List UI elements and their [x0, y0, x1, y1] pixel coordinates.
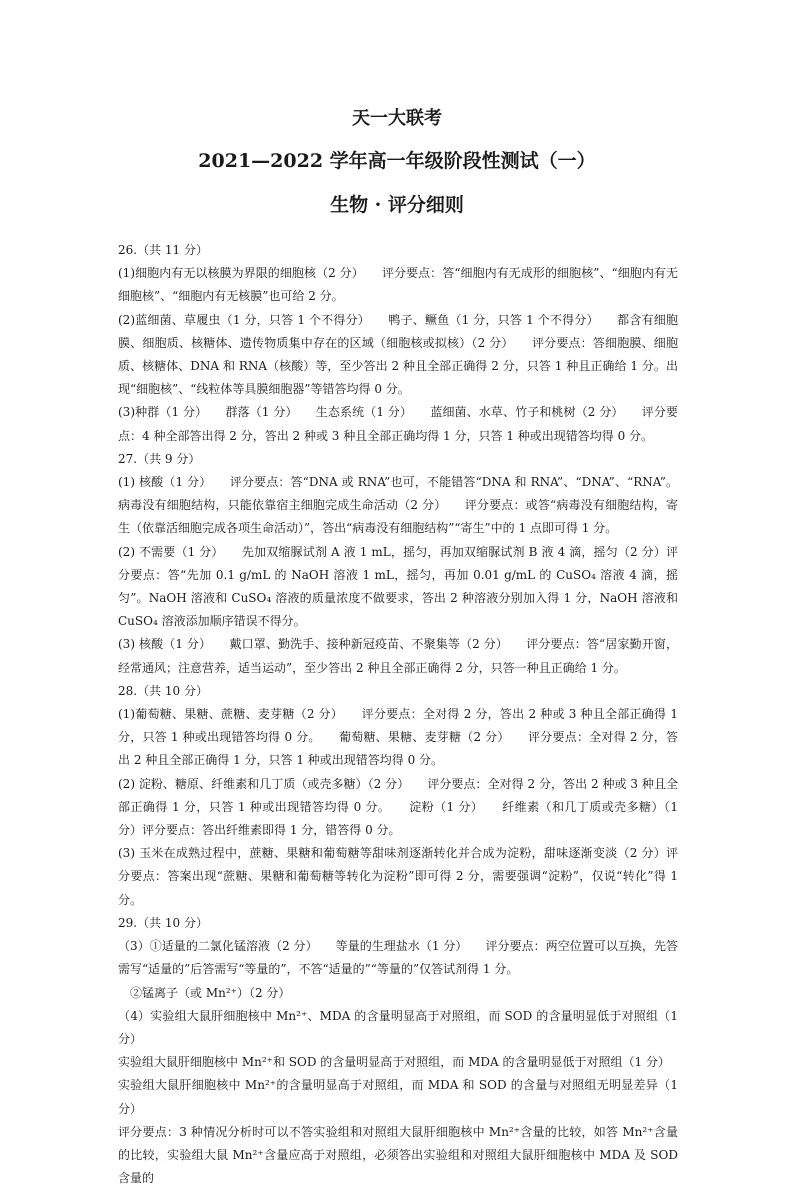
- scoring-rules-body: [118, 239, 678, 1190]
- answer-paragraph: (3)种群（1 分） 群落（1 分） 生态系统（1 分） 蓝细菌、水草、竹子和桃树（2 分） 评分要点：4 种全部答出得 2 分，答出 2 种或 3 种且全部正确均得 1 分，只答 1 种或出现错答均得 0 分。: [118, 405, 678, 443]
- answer-paragraph: ②锰离子（或 Mn²⁺）（2 分）: [118, 985, 291, 1000]
- answer-paragraph: 实验组大鼠肝细胞核中 Mn²⁺的含量明显高于对照组，而 MDA 和 SOD 的含量与对照组无明显差异（1 分）: [118, 1078, 678, 1116]
- answer-paragraph: (2)蓝细菌、草履虫（1 分，只答 1 个不得分） 鸭子、鳜鱼（1 分，只答 1 个不得分） 都含有细胞膜、细胞质、核糖体、遗传物质集中存在的区域（细胞核或拟核）（2 分） 评分要点：答细胞膜、细胞质、核糖体、DNA 和 RNA（核酸）等，至少答出 2 种且全部正确得 2 分，只答 1 种且正确给 1 分。出现“细胞核”、“线粒体等具膜细胞器”等错答均得 0 分。: [118, 312, 678, 397]
- answer-paragraph: (1)细胞内有无以核膜为界限的细胞核（2 分） 评分要点：答“细胞内有无成形的细胞核”、“细胞内有无细胞核”、“细胞内有无核膜”也可给 2 分。: [118, 266, 678, 304]
- answer-paragraph: (3) 玉米在成熟过程中，蔗糖、果糖和葡萄糖等甜味剂逐渐转化并合成为淀粉，甜味逐渐变淡（2 分）评分要点：答案出现“蔗糖、果糖和葡萄糖等转化为淀粉”即可得 2 分，需要强调“淀粉”，仅说“转化”得 1 分。: [118, 846, 678, 907]
- answer-paragraph: (1)葡萄糖、果糖、蔗糖、麦芽糖（2 分） 评分要点：全对得 2 分，答出 2 种或 3 种且全部正确得 1 分，只答 1 种或出现错答均得 0 分。 葡萄糖、果糖、麦芽糖（2 分） 评分要点：全对得 2 分，答出 2 种且全部正确得 1 分，只答 1 种或出现错答均得 0 分。: [118, 707, 678, 768]
- exam-title: 2021—2022 学年高一年级阶段性测试（一）: [198, 150, 596, 172]
- answer-paragraph: (1) 核酸（1 分） 评分要点：答“DNA 或 RNA”也可，不能错答“DNA 和 RNA”、“DNA”、“RNA”。病毒没有细胞结构，只能依靠宿主细胞完成生命活动（2 分） 评分要点：或答“病毒没有细胞结构，寄生（依靠活细胞完成各项生命活动）”，答出“病毒没有细胞结构”“寄生”中的 1 点即可得 1 分。: [118, 475, 678, 536]
- subject-title: 生物 · 评分细则: [330, 194, 464, 216]
- answer-paragraph: (3) 核酸（1 分） 戴口罩、勤洗手、接种新冠疫苗、不聚集等（2 分） 评分要点：答“居家勤开窗，经常通风；注意营养，适当运动”，至少答出 2 种且全部正确得 2 分，只答一种且正确给 1 分。: [118, 637, 678, 675]
- exam-organizer-title: 天一大联考: [352, 108, 442, 129]
- question-heading: 28.（共 10 分）: [118, 683, 208, 698]
- title-block: [0, 104, 794, 220]
- answer-paragraph: （3）①适量的二氯化锰溶液（2 分） 等量的生理盐水（1 分） 评分要点：两空位置可以互换，先答需写“适量的”后答需写“等量的”，不答“适量的”“等量的”仅答试剂得 1 分。: [118, 939, 678, 977]
- question-heading: 27.（共 9 分）: [118, 451, 201, 466]
- question-heading: 29.（共 10 分）: [118, 915, 208, 930]
- answer-paragraph: (2) 不需要（1 分） 先加双缩脲试剂 A 液 1 mL，摇匀，再加双缩脲试剂 B 液 4 滴，摇匀（2 分）评分要点：答“先加 0.1 g/mL 的 NaOH 溶液 1 mL，摇匀，再加 0.01 g/mL 的 CuSO₄ 溶液 4 滴，摇匀”。NaOH 溶液和 CuSO₄ 溶液的质量浓度不做要求，答出 2 种溶液分别加入得 1 分，NaOH 溶液和 CuSO₄ 溶液添加顺序错误不得分。: [118, 544, 678, 629]
- answer-paragraph: (2) 淀粉、糖原、纤维素和几丁质（或壳多糖）（2 分） 评分要点：全对得 2 分，答出 2 种或 3 种且全部正确得 1 分，只答 1 种或出现错答均得 0 分。 淀粉（1 分） 纤维素（和几丁质或壳多糖）（1 分）评分要点：答出纤维素即得 1 分，错答得 0 分。: [118, 776, 678, 838]
- answer-paragraph: 实验组大鼠肝细胞核中 Mn²⁺和 SOD 的含量明显高于对照组，而 MDA 的含量明显低于对照组（1 分）: [118, 1055, 670, 1070]
- answer-paragraph: （4）实验组大鼠肝细胞核中 Mn²⁺、MDA 的含量明显高于对照组，而 SOD 的含量明显低于对照组（1 分）: [118, 1008, 678, 1046]
- question-heading: 26.（共 11 分）: [118, 243, 208, 257]
- answer-paragraph: 评分要点：3 种情况分析时可以不答实验组和对照组大鼠肝细胞核中 Mn²⁺含量的比较，如答 Mn²⁺含量的比较，实验组大鼠 Mn²⁺含量应高于对照组，必须答出实验组和对照组大鼠肝细胞核中 MDA 及 SOD 含量的: [118, 1124, 678, 1186]
